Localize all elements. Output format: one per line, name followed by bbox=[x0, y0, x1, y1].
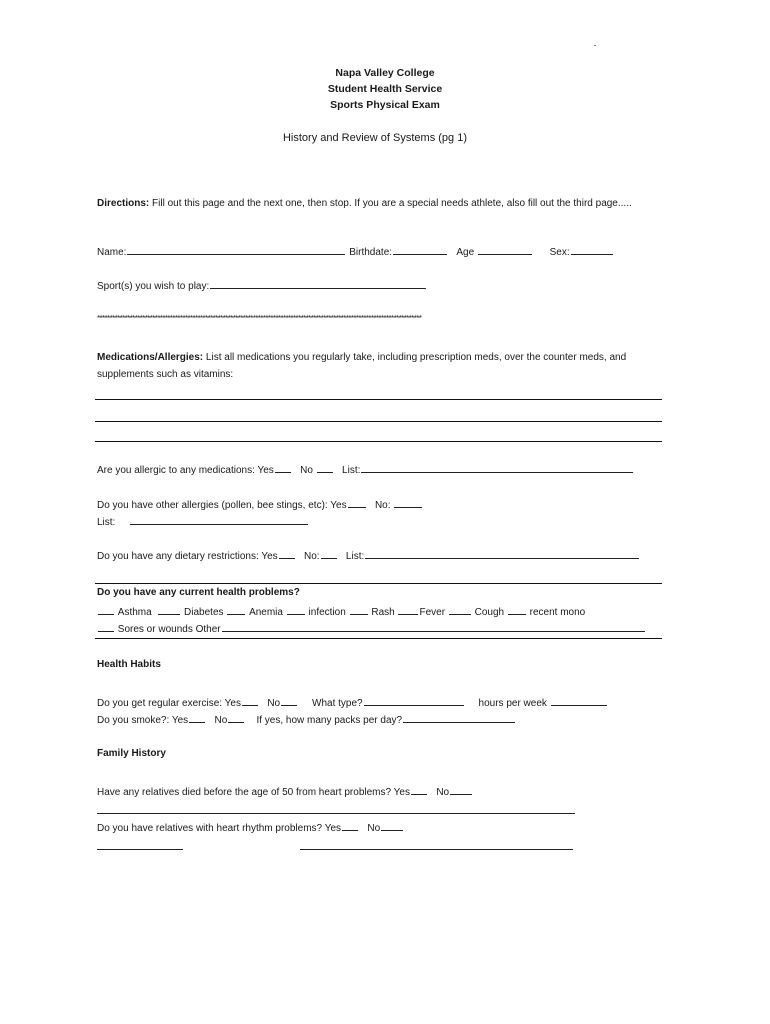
other-allergies-list-label: List: bbox=[97, 517, 116, 528]
anemia-field[interactable] bbox=[227, 604, 245, 615]
other-allergies-no-field[interactable] bbox=[394, 497, 422, 508]
exercise-type-field[interactable] bbox=[364, 695, 464, 706]
family-q2-answer-line-left[interactable] bbox=[97, 849, 183, 850]
medications-line-3[interactable] bbox=[95, 441, 662, 442]
sport-label: Sport(s) you wish to play: bbox=[97, 281, 210, 292]
scan-speck bbox=[594, 45, 596, 46]
form-subtitle: History and Review of Systems (pg 1) bbox=[282, 132, 467, 144]
allergy-meds-no-field[interactable] bbox=[317, 462, 333, 473]
family-q1-yes-field[interactable] bbox=[411, 784, 427, 795]
hours-field[interactable] bbox=[551, 695, 607, 706]
family-q2-no-field[interactable] bbox=[381, 820, 403, 831]
birthdate-field[interactable] bbox=[393, 244, 447, 255]
fever-label: Fever bbox=[419, 607, 446, 618]
diet-row bbox=[97, 548, 640, 562]
name-field[interactable] bbox=[127, 244, 345, 255]
service-name: Student Health Service bbox=[327, 83, 443, 95]
exercise-row bbox=[97, 695, 608, 709]
identity-row bbox=[97, 244, 614, 258]
sex-label: Sex: bbox=[549, 247, 570, 258]
family-q1-no-label: No bbox=[436, 787, 450, 798]
rash-label: Rash bbox=[371, 607, 395, 618]
sores-field[interactable] bbox=[98, 621, 114, 632]
diabetes-field[interactable] bbox=[158, 604, 180, 615]
medications-line-2[interactable] bbox=[95, 421, 662, 422]
medications-line-1[interactable] bbox=[95, 399, 662, 400]
smoke-no-field[interactable] bbox=[228, 712, 244, 723]
asthma-label: Asthma bbox=[117, 607, 152, 618]
exercise-question: Do you get regular exercise: Yes bbox=[97, 698, 241, 709]
sores-label: Sores or wounds Other bbox=[117, 624, 221, 635]
family-q1-row bbox=[97, 784, 473, 798]
age-label: Age bbox=[456, 247, 475, 258]
allergy-meds-yes-field[interactable] bbox=[275, 462, 291, 473]
other-allergies-list-row bbox=[97, 514, 309, 528]
allergy-meds-list-label: List: bbox=[342, 465, 361, 476]
smoke-row bbox=[97, 712, 516, 726]
family-q2-answer-line-right[interactable] bbox=[300, 849, 573, 850]
directions-text: Fill out this page and the next one, then stop. If you are a special needs athlete, also fill out the third page..... bbox=[149, 198, 632, 209]
exercise-no-label: No bbox=[267, 698, 281, 709]
allergy-meds-row bbox=[97, 462, 634, 476]
family-q1-question: Have any relatives died before the age of 50 from heart problems? Yes bbox=[97, 787, 410, 798]
name-label: Name: bbox=[97, 247, 127, 258]
rash-field[interactable] bbox=[350, 604, 368, 615]
mono-label: recent mono bbox=[529, 607, 586, 618]
family-q1-no-field[interactable] bbox=[450, 784, 472, 795]
smoke-packs-field[interactable] bbox=[403, 712, 515, 723]
other-allergies-yes-field[interactable] bbox=[348, 497, 366, 508]
fever-field[interactable] bbox=[398, 604, 418, 615]
diet-no-label: No: bbox=[304, 551, 320, 562]
family-q2-row bbox=[97, 820, 404, 834]
hours-label: hours per week bbox=[478, 698, 547, 709]
other-allergies-no-label: No: bbox=[374, 500, 391, 511]
other-allergies-row bbox=[97, 497, 423, 511]
mono-field[interactable] bbox=[508, 604, 526, 615]
infection-field[interactable] bbox=[287, 604, 305, 615]
health-problems-top-line bbox=[95, 583, 662, 584]
directions-label: Directions: bbox=[97, 198, 150, 209]
smoke-no-label: No bbox=[214, 715, 228, 726]
smoke-packs-label: If yes, how many packs per day? bbox=[256, 715, 403, 726]
diabetes-label: Diabetes bbox=[184, 607, 224, 618]
health-problems-question: Do you have any current health problems? bbox=[97, 587, 300, 598]
medications-section bbox=[97, 349, 642, 383]
family-q2-no-label: No bbox=[367, 823, 381, 834]
family-q1-answer-line[interactable] bbox=[97, 813, 575, 814]
allergy-meds-list-field[interactable] bbox=[361, 462, 633, 473]
diet-question: Do you have any dietary restrictions: Yes bbox=[97, 551, 278, 562]
college-name: Napa Valley College bbox=[335, 67, 435, 79]
sport-row bbox=[97, 278, 427, 292]
other-allergies-question: Do you have other allergies (pollen, bee stings, etc): Yes bbox=[97, 500, 347, 511]
family-q2-yes-field[interactable] bbox=[342, 820, 358, 831]
sex-field[interactable] bbox=[571, 244, 613, 255]
medications-label: Medications/Allergies: bbox=[97, 352, 204, 363]
exercise-type-label: What type? bbox=[312, 698, 363, 709]
allergy-meds-question: Are you allergic to any medications: Yes bbox=[97, 465, 274, 476]
form-title: Sports Physical Exam bbox=[330, 99, 440, 111]
cough-field[interactable] bbox=[449, 604, 471, 615]
sores-row bbox=[97, 621, 646, 635]
diet-list-field[interactable] bbox=[365, 548, 639, 559]
cough-label: Cough bbox=[474, 607, 505, 618]
diet-yes-field[interactable] bbox=[279, 548, 295, 559]
age-field[interactable] bbox=[478, 244, 532, 255]
health-problems-checklist bbox=[97, 604, 585, 618]
asterisk-separator: ********************************************************************************************************************************* bbox=[97, 314, 422, 323]
infection-label: infection bbox=[308, 607, 346, 618]
exercise-yes-field[interactable] bbox=[242, 695, 258, 706]
smoke-yes-field[interactable] bbox=[189, 712, 205, 723]
other-field[interactable] bbox=[222, 621, 645, 632]
diet-list-label: List: bbox=[345, 551, 365, 562]
smoke-question: Do you smoke?: Yes bbox=[97, 715, 189, 726]
exercise-no-field[interactable] bbox=[281, 695, 297, 706]
health-problems-bottom-line bbox=[95, 638, 662, 639]
diet-no-field[interactable] bbox=[321, 548, 337, 559]
birthdate-label: Birthdate: bbox=[349, 247, 393, 258]
family-history-title: Family History bbox=[97, 748, 166, 759]
asthma-field[interactable] bbox=[98, 604, 114, 615]
family-q2-question: Do you have relatives with heart rhythm problems? Yes bbox=[97, 823, 342, 834]
medications-text: List all medications you regularly take, including prescription meds, over the counter meds, and supplements such as vitamins: bbox=[97, 352, 627, 380]
anemia-label: Anemia bbox=[249, 607, 283, 618]
other-allergies-list-field[interactable] bbox=[130, 514, 308, 525]
sport-field[interactable] bbox=[210, 278, 426, 289]
health-habits-title: Health Habits bbox=[97, 659, 161, 670]
allergy-meds-no-label: No bbox=[300, 465, 313, 476]
directions bbox=[97, 195, 642, 212]
